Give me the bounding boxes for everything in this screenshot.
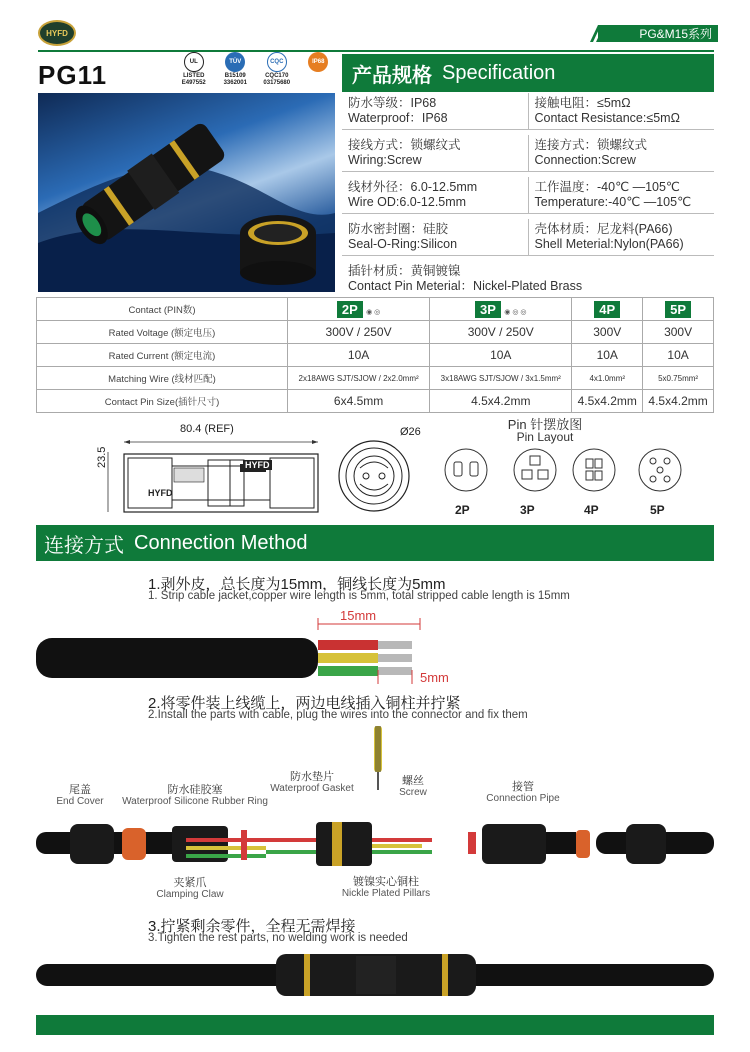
model-title: PG11	[38, 60, 108, 90]
brand-logo	[38, 20, 76, 46]
spec-cn: 线材外径：6.0-12.5mm	[348, 180, 478, 194]
pin-layout-title-en: Pin Layout	[516, 430, 574, 444]
spec-cell	[342, 219, 528, 255]
spec-cell	[528, 135, 715, 171]
tuv-icon: TÜV	[225, 52, 245, 72]
pin-3p-diagram	[514, 449, 556, 491]
row-label: Contact Pin Size(插针尺寸)	[37, 390, 288, 413]
cert-name: CQC170	[265, 73, 289, 79]
product-illustration	[38, 93, 335, 292]
cqc-icon: CQC	[267, 52, 287, 72]
spec-row	[342, 135, 714, 172]
table-row	[37, 321, 714, 344]
pin-layout-diagrams	[442, 448, 702, 498]
part-en: Screw	[399, 787, 427, 798]
pin-badge: 3P	[475, 301, 501, 318]
dim-15mm: 15mm	[340, 608, 377, 623]
spec-en: Temperature:-40℃ —105℃	[534, 195, 692, 209]
part-cn: 尾盖	[69, 784, 91, 796]
table-cell: 10A	[288, 344, 430, 367]
cqc-cert	[259, 52, 295, 92]
spec-row	[342, 93, 714, 130]
cert-code: 3362001	[223, 80, 247, 86]
logo-text: HYFD	[46, 28, 68, 38]
part-en: Waterproof Gasket	[270, 783, 354, 794]
cert-name: B15109	[224, 73, 246, 79]
diameter-dimension: Ø26	[400, 426, 421, 438]
step1-en: 1. Strip cable jacket,copper wire length is 5mm, total stripped cable length is 15mm	[148, 590, 570, 602]
spec-row	[342, 219, 714, 256]
table-row	[37, 390, 714, 413]
product-photo	[38, 93, 335, 292]
table-cell: 3x18AWG SJT/SJOW / 3x1.5mm²	[430, 367, 572, 390]
spec-cn: 防水密封圈：硅胶	[348, 222, 449, 236]
pin-2p-diagram	[445, 449, 487, 491]
table-cell: 10A	[572, 344, 643, 367]
spec-title-cn: 产品规格	[352, 64, 432, 87]
step2-en: 2.Install the parts with cable, plug the wires into the connector and fix them	[148, 709, 528, 721]
pin-layout-label: 4P	[584, 503, 599, 517]
table-cell: 6x4.5mm	[288, 390, 430, 413]
series-badge	[598, 25, 718, 42]
spec-cell	[528, 219, 715, 255]
connection-method-header	[36, 525, 714, 561]
spec-row	[342, 177, 714, 214]
pin-badge: 4P	[594, 301, 620, 318]
table-cell: 4x1.0mm²	[572, 367, 643, 390]
part-cn: 螺丝	[402, 775, 424, 787]
table-cell: 4.5x4.2mm	[430, 390, 572, 413]
table-row	[37, 344, 714, 367]
spec-header	[342, 54, 714, 92]
pin-col	[288, 298, 430, 321]
pin-badge: 5P	[665, 301, 691, 318]
spec-en: Connection:Screw	[534, 153, 636, 167]
spec-row-full	[342, 261, 714, 297]
part-en: End Cover	[56, 796, 104, 807]
part-en: Nickle Plated Pillars	[341, 888, 431, 899]
header-divider	[38, 50, 714, 52]
table-row	[37, 367, 714, 390]
spec-en: Shell Meterial:Nylon(PA66)	[534, 237, 684, 251]
footer-bar	[36, 1015, 714, 1035]
pin-5p-diagram	[639, 449, 681, 491]
cert-code: 03175680	[263, 80, 291, 86]
spec-cn: 防水等级：IP68	[348, 96, 437, 110]
table-cell: 10A	[643, 344, 714, 367]
spec-cell	[528, 93, 715, 129]
pin-layout-label: 3P	[520, 503, 535, 517]
ip68-cert	[301, 52, 337, 92]
spec-en: Wire OD:6.0-12.5mm	[348, 195, 467, 209]
table-cell: 300V	[643, 321, 714, 344]
row-label: Matching Wire (线材匹配)	[37, 367, 288, 390]
assembly-illustration	[36, 726, 714, 876]
spec-en: Waterproof：IP68	[348, 111, 448, 125]
spec-cn: 接线方式：锁螺纹式	[348, 138, 461, 152]
spec-en: Seal-O-Ring:Silicon	[348, 237, 458, 251]
pin-4p-diagram	[573, 449, 615, 491]
spec-cn: 连接方式：锁螺纹式	[534, 138, 648, 152]
step2-cn: 2.将零件装上线缆上，两边电线插入铜柱并拧紧	[148, 695, 461, 712]
step3-cn: 3.拧紧剩余零件，全程无需焊接	[148, 918, 356, 935]
part-en: Connection Pipe	[486, 793, 560, 804]
ip68-icon: IP68	[308, 52, 328, 72]
dim-5mm: 5mm	[420, 670, 449, 685]
table-header-label: Contact (PIN数)	[37, 298, 288, 321]
spec-grid	[342, 93, 714, 298]
side-view-drawing	[90, 436, 330, 518]
series-label: PG&M15系列	[639, 27, 712, 41]
ul-cert	[176, 52, 212, 92]
table-cell: 10A	[430, 344, 572, 367]
spec-cell	[342, 261, 714, 297]
spec-cn: 插针材质：黄铜镀镍	[348, 264, 461, 278]
part-pillars	[326, 877, 446, 899]
cert-code: E497552	[181, 80, 206, 86]
part-cn: 接管	[512, 781, 534, 793]
part-en: Waterproof Silicone Rubber Ring	[122, 796, 268, 807]
part-clamping-claw	[150, 878, 230, 900]
pin-col	[430, 298, 572, 321]
table-row	[37, 298, 714, 321]
table-cell: 4.5x4.2mm	[643, 390, 714, 413]
spec-cn: 接触电阻：≤5mΩ	[534, 96, 631, 110]
assembled-connector-illustration	[36, 950, 714, 1000]
step3-en: 3.Tighten the rest parts, no welding work is needed	[148, 932, 408, 944]
brand-mark: HYFD	[148, 488, 173, 498]
spec-cn: 工作温度：-40℃ —105℃	[534, 180, 680, 194]
cert-mini-icons: ◉ ◎ ◎	[504, 308, 527, 316]
part-cn: 防水硅胶塞	[167, 784, 223, 796]
cert-name: LISTED	[183, 73, 205, 79]
pin-layout-title-cn: Pin 针摆放图	[507, 417, 583, 432]
part-cn: 防水垫片	[290, 771, 334, 783]
ul-icon: UL	[184, 52, 204, 72]
pin-col	[643, 298, 714, 321]
pin-layout-label: 5P	[650, 503, 665, 517]
cert-mini-icons: ◉ ◎	[366, 308, 381, 316]
part-cn: 夹紧爪	[173, 877, 207, 889]
table-cell: 2x18AWG SJT/SJOW / 2x2.0mm²	[288, 367, 430, 390]
rating-table	[36, 297, 714, 413]
table-cell: 4.5x4.2mm	[572, 390, 643, 413]
spec-cell	[342, 135, 528, 171]
certification-logos	[176, 52, 336, 92]
table-cell: 5x0.75mm²	[643, 367, 714, 390]
part-cn: 镀镍实心铜柱	[353, 876, 419, 888]
pin-layout-label: 2P	[455, 503, 470, 517]
step1-cn: 1.剥外皮，总长度为15mm，铜线长度为5mm	[148, 576, 446, 593]
table-cell: 300V / 250V	[288, 321, 430, 344]
pin-layout-title	[490, 418, 600, 444]
length-dimension: 80.4 (REF)	[180, 423, 234, 435]
front-view-drawing	[336, 438, 412, 514]
brand-mark-2: HYFD	[245, 460, 270, 470]
row-label: Rated Current (额定电流)	[37, 344, 288, 367]
spec-en: Contact Pin Meterial：Nickel-Plated Brass	[348, 279, 583, 293]
spec-cell	[342, 177, 528, 213]
spec-title-en: Specification	[442, 61, 556, 84]
row-label: Rated Voltage (额定电压)	[37, 321, 288, 344]
part-en: Clamping Claw	[156, 889, 224, 900]
spec-cn: 壳体材质：尼龙料(PA66)	[534, 222, 673, 236]
spec-en: Contact Resistance:≤5mΩ	[534, 111, 680, 125]
table-cell: 300V / 250V	[430, 321, 572, 344]
connection-title-en: Connection Method	[134, 531, 308, 554]
tuv-cert	[218, 52, 254, 92]
connection-title-cn: 连接方式	[44, 534, 124, 557]
pin-badge: 2P	[337, 301, 363, 318]
spec-en: Wiring:Screw	[348, 153, 422, 167]
spec-cell	[342, 93, 528, 129]
height-dimension: 23.5	[96, 446, 108, 468]
table-cell: 300V	[572, 321, 643, 344]
spec-cell	[528, 177, 715, 213]
pin-col	[572, 298, 643, 321]
